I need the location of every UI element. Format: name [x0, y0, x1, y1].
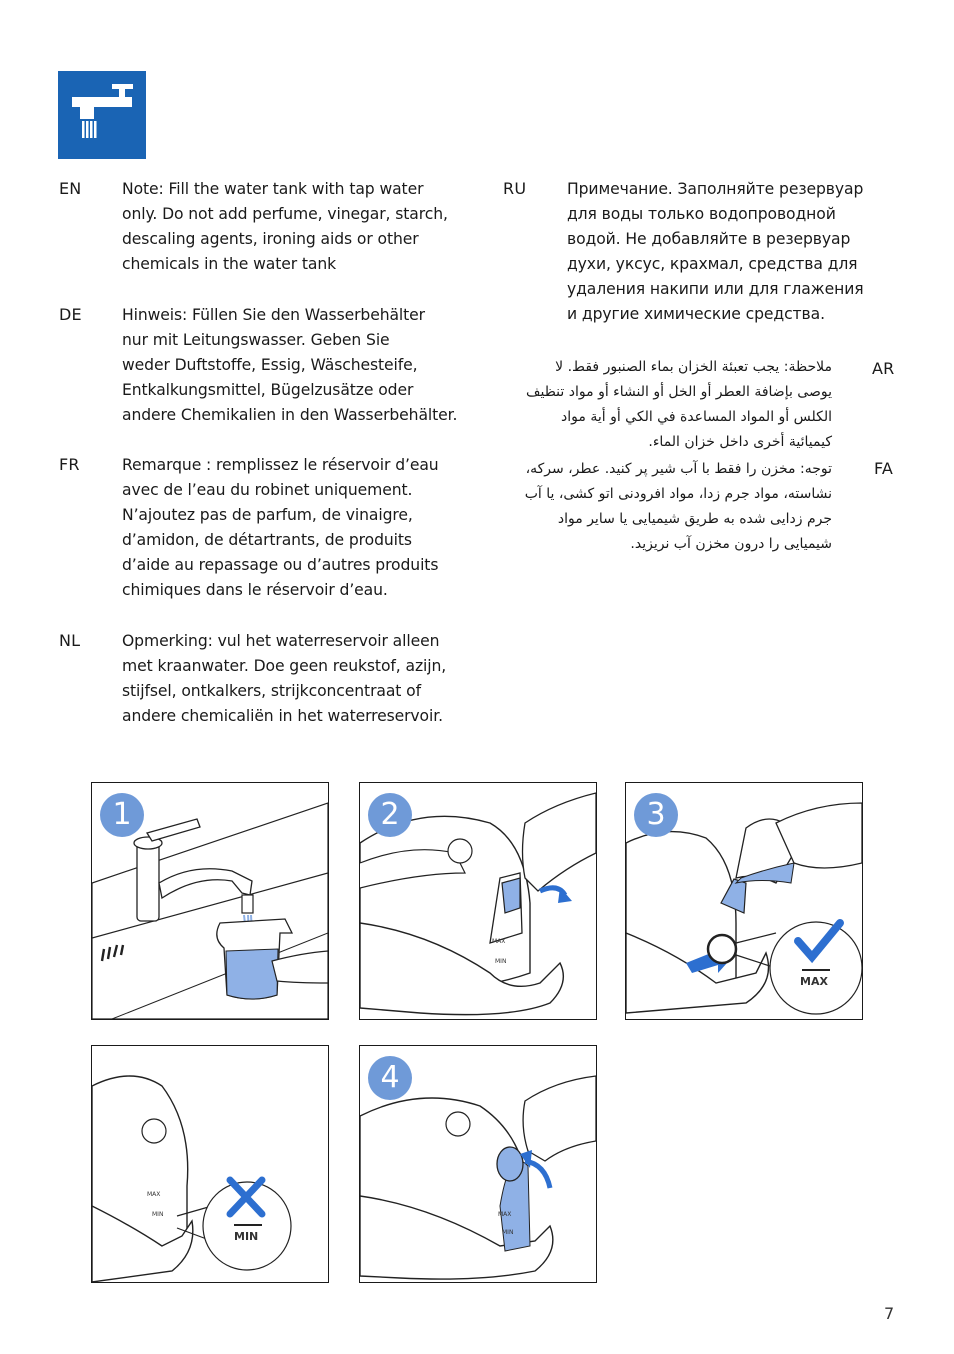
lang-code-nl: NL	[59, 631, 81, 650]
text-line: descaling agents, ironing aids or other	[122, 230, 419, 248]
paragraph-ar	[480, 355, 832, 455]
lang-code-de: DE	[59, 305, 82, 324]
text-line: Note: Fill the water tank with tap water	[122, 180, 424, 198]
text-line: الكلس أو المواد المساعدة في الكي أو أية مواد	[561, 409, 832, 425]
water-tap-icon	[58, 71, 146, 159]
paragraph-ru	[567, 177, 864, 327]
lang-code-ru: RU	[503, 179, 527, 198]
min-mark-label: MIN	[152, 1211, 164, 1218]
text-line: only. Do not add perfume, vinegar, starch,	[122, 205, 448, 223]
lang-code-fr: FR	[59, 455, 80, 474]
text-line: d’amidon, de détartrants, de produits	[122, 531, 412, 549]
max-mark-label: MAX	[498, 1211, 512, 1218]
step-number-badge: 2	[368, 793, 412, 837]
text-line: Remarque : remplissez le réservoir d’eau	[122, 456, 439, 474]
step-number-badge: 3	[634, 793, 678, 837]
text-line: weder Duftstoffe, Essig, Wäschesteife,	[122, 356, 418, 374]
text-line: كيميائية أخرى داخل خزان الماء.	[648, 434, 832, 450]
text-line: andere chemicaliën in het waterreservoir.	[122, 707, 443, 725]
lang-code-en: EN	[59, 179, 82, 198]
max-mark-label: MAX	[147, 1191, 161, 1198]
text-line: stijfsel, ontkalkers, strijkconcentraat of	[122, 682, 421, 700]
text-line: met kraanwater. Doe geen reukstof, azijn,	[122, 657, 447, 675]
paragraph-de	[122, 303, 457, 428]
text-line: chemicals in the water tank	[122, 255, 337, 273]
paragraph-fr	[122, 453, 439, 603]
text-line: удаления накипи или для глажения	[567, 280, 864, 298]
text-line: chimiques dans le réservoir d’eau.	[122, 581, 388, 599]
figure-step-3	[625, 782, 863, 1020]
text-line: يوصى بإضافة العطر أو الخل أو النشاء أو مواد تنظيف	[525, 384, 832, 400]
text-line: и другие химические средства.	[567, 305, 825, 323]
min-label: MIN	[234, 1230, 259, 1243]
text-line: avec de l’eau du robinet uniquement.	[122, 481, 413, 499]
max-mark-label: MAX	[492, 938, 506, 945]
figure-step-1	[91, 782, 329, 1020]
text-line: Hinweis: Füllen Sie den Wasserbehälter	[122, 306, 425, 324]
step-number-badge: 4	[368, 1056, 412, 1100]
text-line: духи, уксус, крахмал, средства для	[567, 255, 858, 273]
text-line: ملاحظة: يجب تعبئة الخزان بماء الصنبور فقط. لا	[555, 359, 832, 375]
text-line: andere Chemikalien in den Wasserbehälter.	[122, 406, 458, 424]
figure-min-warning	[91, 1045, 329, 1283]
text-line: Entkalkungsmittel, Bügelzusätze oder	[122, 381, 414, 399]
min-mark-label: MIN	[502, 1229, 514, 1236]
step-number-badge: 1	[100, 793, 144, 837]
text-line: شیمیایی را درون مخزن آب نریزید.	[630, 536, 832, 552]
text-line: توجه: مخزن را فقط با آب شیر پر کنید. عطر، سرکه،	[525, 461, 832, 477]
lang-code-ar: AR	[872, 359, 895, 378]
figure-step-4	[359, 1045, 597, 1283]
text-line: Opmerking: vul het waterreservoir alleen	[122, 632, 440, 650]
paragraph-fa	[480, 457, 832, 557]
figure-step-2	[359, 782, 597, 1020]
text-line: nur mit Leitungswasser. Geben Sie	[122, 331, 390, 349]
text-line: N’ajoutez pas de parfum, de vinaigre,	[122, 506, 413, 524]
paragraph-nl	[122, 629, 446, 729]
min-warning-illustration	[92, 1046, 328, 1282]
paragraph-en	[122, 177, 448, 277]
text-line: Примечание. Заполняйте резервуар	[567, 180, 864, 198]
min-mark-label: MIN	[495, 958, 507, 965]
text-line: водой. Не добавляйте в резервуар	[567, 230, 851, 248]
text-line: جرم زدایی شده به طریق شیمیایی یا سایر مواد	[557, 511, 832, 527]
page-number: 7	[884, 1304, 895, 1323]
lang-code-fa: FA	[874, 459, 894, 478]
text-line: نشاسته، مواد جرم زدا، مواد افرودنی اتو کشی، یا آب	[524, 486, 832, 502]
max-label: MAX	[800, 975, 828, 988]
text-line: d’aide au repassage ou d’autres produits	[122, 556, 439, 574]
text-line: для воды только водопроводной	[567, 205, 836, 223]
